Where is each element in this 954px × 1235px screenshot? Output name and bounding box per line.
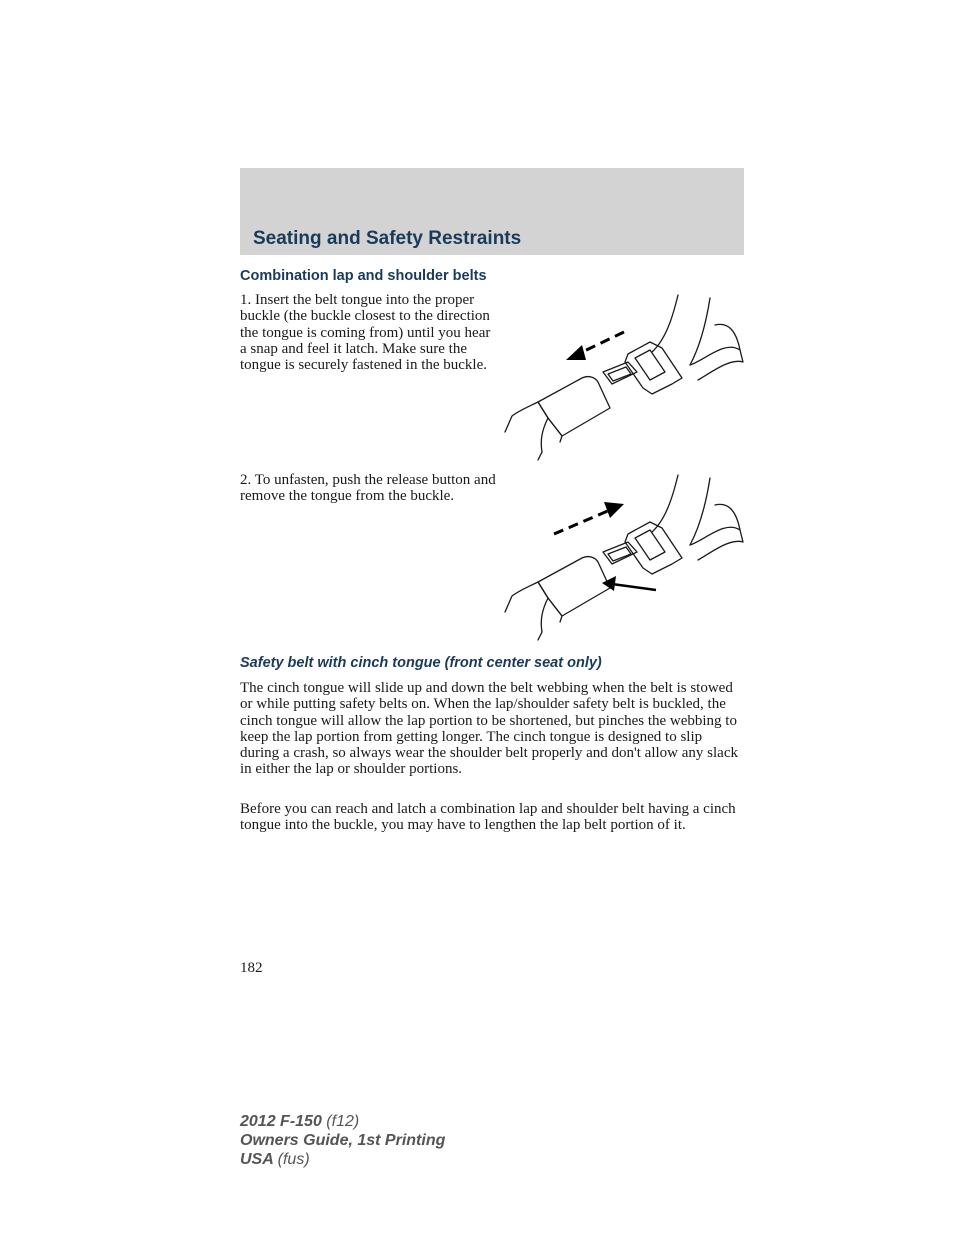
remove-arrow-icon [554,502,624,534]
step-2-text: 2. To unfasten, push the release button and remove the tongue from the buckle. [240,472,496,505]
belt-buckle [538,557,610,616]
footer-market-code: (fus) [277,1151,310,1168]
subheading-combination-belts: Combination lap and shoulder belts [240,268,487,284]
document-footer [240,1112,445,1169]
footer-model-code: (f12) [326,1113,360,1130]
footer-line-3 [240,1150,445,1169]
footer-market: USA [240,1151,274,1168]
release-button-arrow-icon [602,576,656,591]
section-title: Seating and Safety Restraints [253,228,522,249]
subheading-cinch-tongue: Safety belt with cinch tongue (front center seat only) [240,655,602,671]
footer-model: 2012 F-150 [240,1113,322,1130]
cinch-paragraph-1: The cinch tongue will slide up and down the belt webbing when the belt is stowed or while putting safety belts on. When the lap/shoulder safety belt is buckled, the cinch tongue will allow the lap portion to be shortened, but pinches the webbing to keep the lap portion from getting longer. The cinch tongue is designed to slip during a crash, so always wear the shoulder belt properly and don't allow any slack in either the lap or shoulder portions. [240,680,738,778]
insert-arrow-icon [566,332,624,360]
cinch-paragraph-2: Before you can reach and latch a combination lap and shoulder belt having a cinch tongue into the buckle, you may have to lengthen the lap belt portion of it. [240,801,736,834]
step-1-text: 1. Insert the belt tongue into the proper buckle (the buckle closest to the direction the tongue is coming from) until you hear a snap and feel it latch. Make sure the tongue is securely fastened in the buckle. [240,292,491,374]
page-number: 182 [240,960,263,976]
belt-unfasten-illustration [500,470,750,645]
footer-line-2: Owners Guide, 1st Printing [240,1132,446,1149]
belt-webbing [652,295,678,352]
belt-buckle [538,377,610,436]
section-header-band [240,168,744,255]
belt-fasten-illustration [500,290,750,465]
footer-line-1 [240,1112,445,1131]
belt-webbing [652,475,678,532]
